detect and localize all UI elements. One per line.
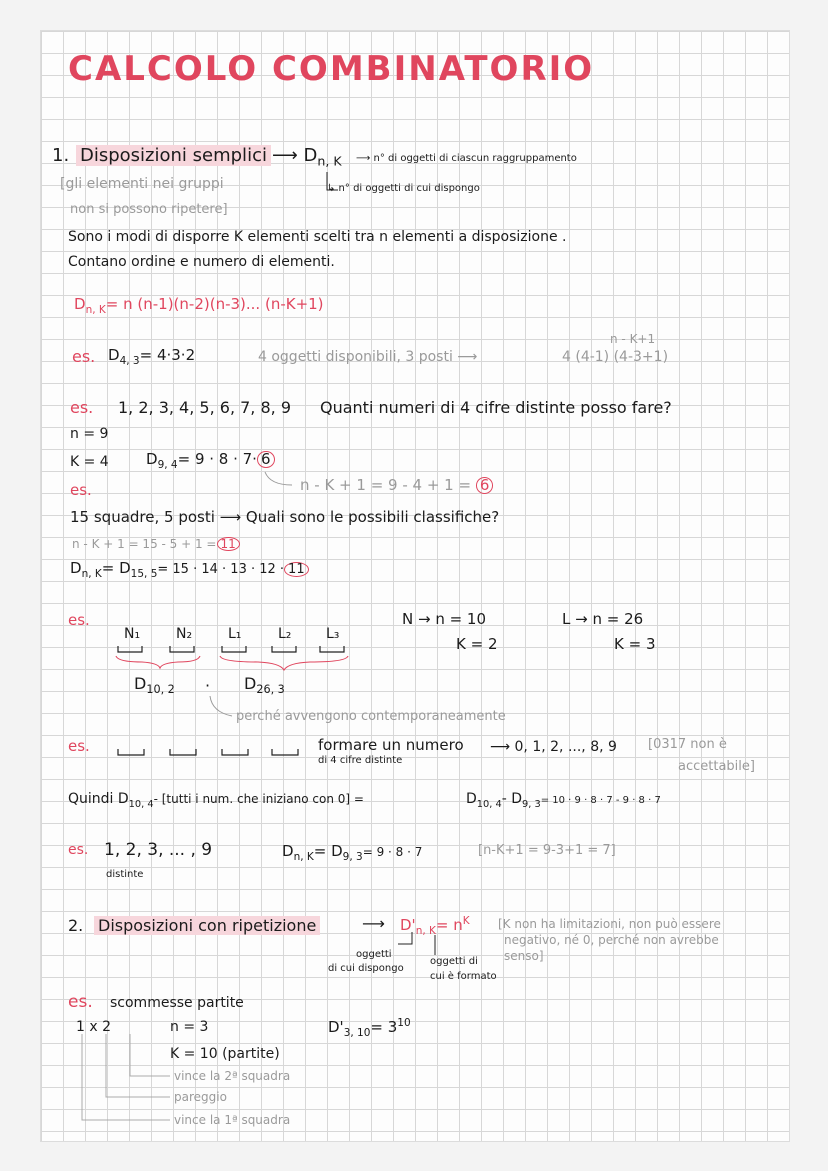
ex5-arrow: ⟶ 0, 1, 2, ..., 8, 9 [490,739,617,755]
ex7-expression: $D'_{3, 10}= 3^{10}$ [328,1017,411,1039]
ex3-calc: n - K + 1 = 15 - 5 + 1 = 11 [72,537,240,551]
ex5-result: $D_{10, 4}-$ $D_{9, 3}= 10 \cdot 9 \cdot 8 \cdot 7 - 9 \cdot 8 \cdot 7$ [466,791,661,810]
ex5-text2: di 4 cifre distinte [318,755,403,766]
ex2-expression: $D_{9, 4}= 9 \cdot 8 \cdot 7\cdot 6$ [146,451,275,471]
ex1-note: 4 oggetti disponibili, 3 posti ⟶ [258,349,478,365]
ex7-title: scommesse partite [110,995,244,1011]
page-title: CALCOLO COMBINATORIO [68,49,595,89]
definition-line-2: Contano ordine e numero di elementi. [68,254,335,270]
ex6-digits: 1, 2, 3, ... , 9 [104,840,213,860]
ex4-n-k: K = 2 [456,635,498,653]
section-2-arrow: ⟶ [362,914,385,933]
ex4-l-k: K = 3 [614,635,656,653]
ex3-expression: $D_{n, K}= D_{15, 5}= 15 \cdot 14 \cdot 13 \cdot 12 \cdot 11$ [70,561,309,580]
ex2-n: n = 9 [70,426,109,442]
ex1-calc-top: n - K+1 [610,332,656,346]
ex2-k: K = 4 [70,454,109,470]
ex4-n-side: N → n = 10 [402,610,487,628]
section-2-formula: $D'_{n, K}= n^K$ [400,915,470,937]
bracket-note-2: non si possono ripetere] [70,202,228,217]
slot-n2: N₂ [176,626,193,642]
ex4-dot: · [205,676,211,695]
note-n: ↳ n° di oggetti di cui dispongo [327,183,480,194]
label-n-2: di cui dispongo [328,963,404,974]
ex2-label: es. [70,398,94,417]
ex1-calc: 4 (4-1) (4-3+1) [562,349,669,365]
main-formula: $D_{n, K}= n$ (n-1)(n-2)(n-3)... (n-K+1) [74,295,324,316]
ex6-distinte: distinte [106,869,144,880]
ex1-label: es. [72,347,96,366]
label-n-1: oggetti [356,949,392,960]
section-2-number: 2. [68,916,84,935]
section-1-heading: Disposizioni semplici [76,147,271,165]
ex6-expression: $D_{n, K}= D_{9, 3}= 9 \cdot 8 \cdot 7$ [282,842,423,863]
ex3-text: 15 squadre, 5 posti ⟶ Quali sono le possibili classifiche? [70,508,500,526]
section-1-number: 1. [52,145,70,166]
ex7-n: n = 3 [170,1019,209,1035]
ex5-bracket-2: accettabile] [678,759,755,774]
ex4-note: perché avvengono contemporaneamente [236,709,506,724]
slot-l2: L₂ [278,626,292,642]
ex2-digits: 1, 2, 3, 4, 5, 6, 7, 8, 9 [118,398,291,417]
ex4-l-side: L → n = 26 [562,610,644,628]
ex6-bracket: [n-K+1 = 9-3+1 = 7] [478,843,616,858]
ex7-legend-1: vince la 1ª squadra [174,1113,291,1127]
ex3-label: es. [70,481,92,499]
ex5-quindi: Quindi $D_{10, 4}-$ [tutti i num. che iniziano con 0] = [68,791,364,810]
ex5-bracket-1: [0317 non è [648,737,727,752]
definition-line-1: Sono i modi di disporre K elementi scelti tra n elementi a disposizione . [68,229,567,245]
section-1-symbol: ⟶ $D_{n, K}$ [272,145,342,169]
ex7-pattern: 1 x 2 [76,1019,111,1035]
ex4-product-a: $D_{10, 2}$ [134,674,175,697]
grid-paper [40,30,790,1142]
section-2-bracket-2: negativo, né 0, perché non avrebbe [504,933,719,947]
ex2-question: Quanti numeri di 4 cifre distinte posso fare? [320,398,672,417]
slot-n1: N₁ [124,626,141,642]
ex7-legend-x: pareggio [174,1090,227,1104]
section-2-bracket-1: [K non ha limitazioni, non può essere [498,917,721,931]
ex4-product-b: $D_{26, 3}$ [244,674,285,697]
ex7-legend-2: vince la 2ª squadra [174,1069,291,1083]
ex7-label: es. [68,992,93,1012]
ex2-calc: n - K + 1 = 9 - 4 + 1 = 6 [300,477,493,494]
note-k: ⟶ n° di oggetti di ciascun raggruppamento [356,153,577,164]
slot-l1: L₁ [228,626,242,642]
ex5-label: es. [68,737,90,755]
ex1-expression: $D_{4, 3}= 4\cdot 3\cdot 2$ [108,346,196,367]
label-k-1: oggetti di [430,956,478,967]
label-k-2: cui è formato [430,971,497,982]
ex5-text: formare un numero [318,736,464,754]
ex7-k: K = 10 (partite) [170,1046,280,1062]
ex6-label: es. [68,842,89,858]
slot-l3: L₃ [326,626,340,642]
section-2-bracket-3: senso] [504,949,544,963]
section-2-heading: Disposizioni con ripetizione [94,918,320,934]
ex4-label: es. [68,611,90,629]
bracket-note-1: [gli elementi nei gruppi [60,176,224,192]
